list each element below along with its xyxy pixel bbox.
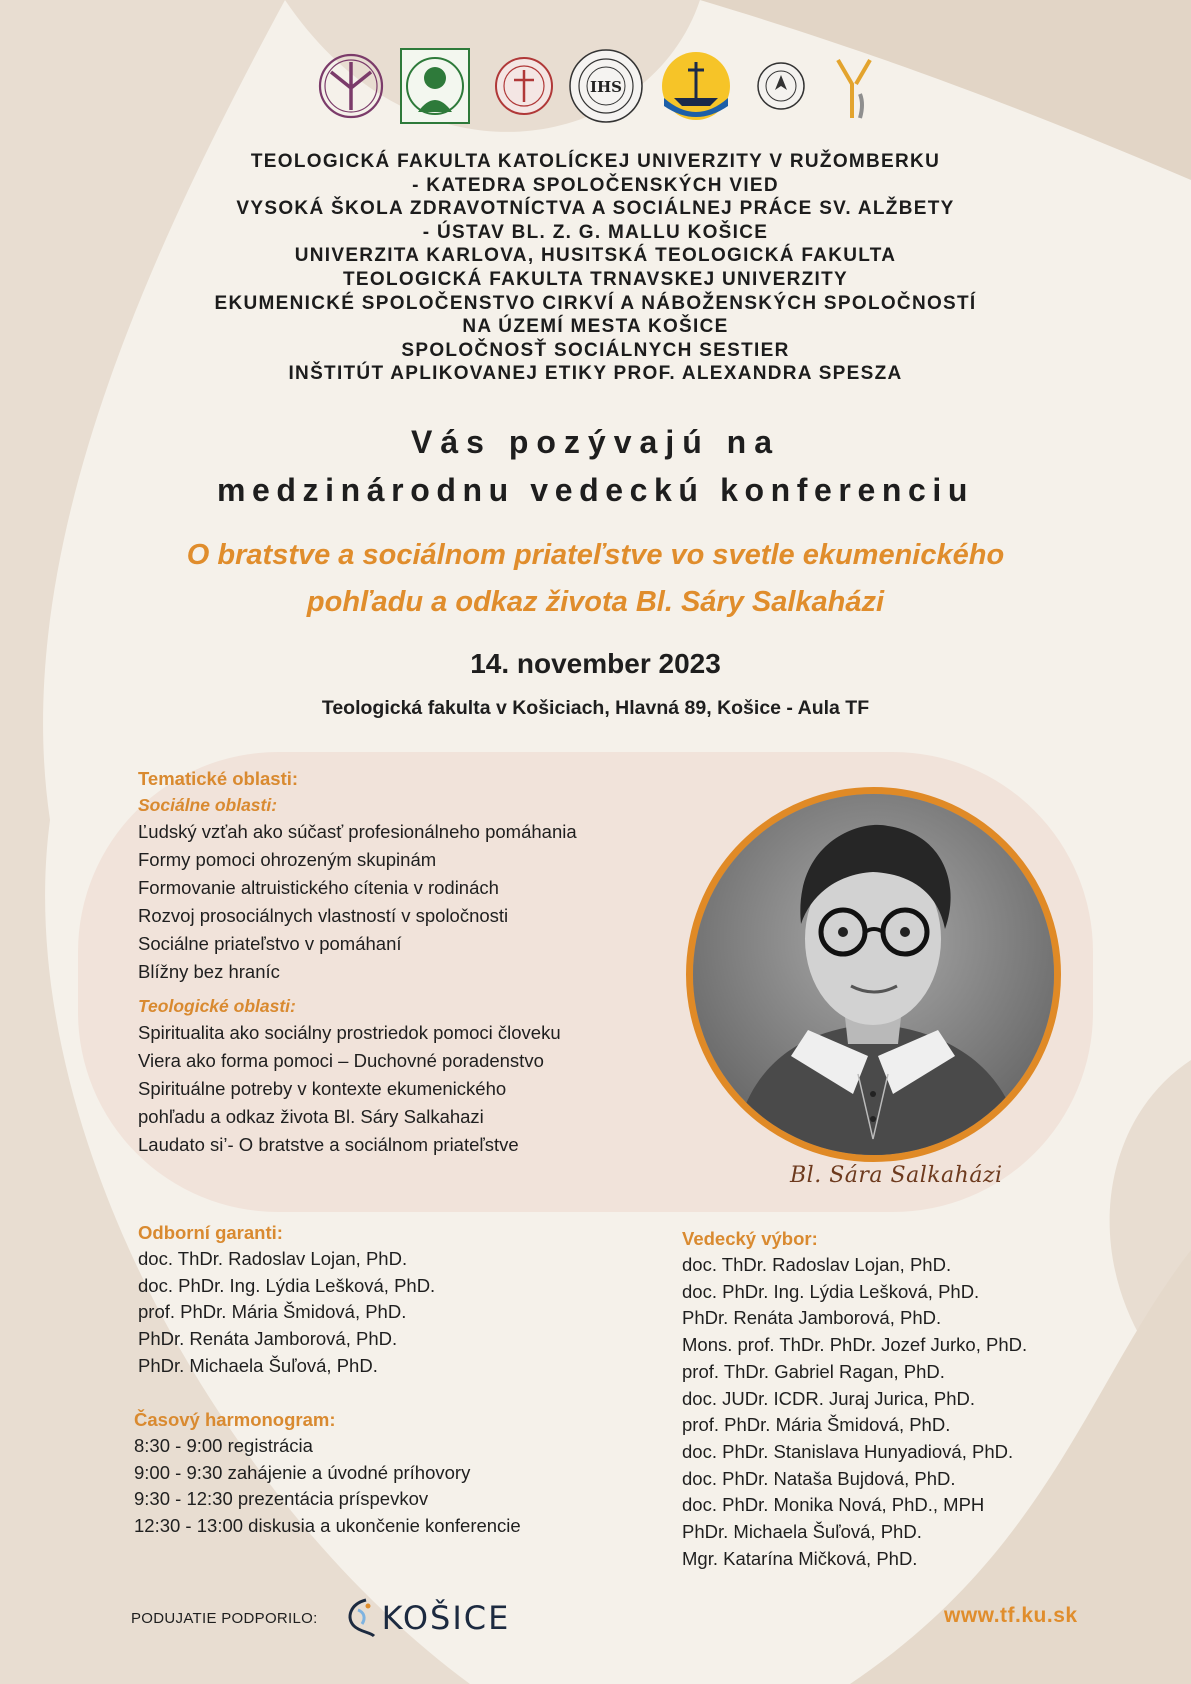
- schedule-item: 8:30 - 9:00 registrácia: [134, 1435, 313, 1456]
- guarantor-name: doc. ThDr. Radoslav Lojan, PhD.: [138, 1248, 408, 1269]
- committee-member: doc. PhDr. Monika Nová, PhD., MPH: [682, 1494, 985, 1516]
- organizers-list: [0, 150, 1191, 386]
- topic-item: Blížny bez hraníc: [138, 961, 280, 982]
- topic-item: Formy pomoci ohrozeným skupinám: [138, 849, 437, 870]
- veni-creator-spiritus-seal: [756, 48, 806, 124]
- topics-section: [138, 766, 678, 1159]
- topic-item: Ľudský vzťah ako súčasť profesionálneho pomáhania: [138, 821, 577, 842]
- committee-member: Mgr. Katarína Mičková, PhD.: [682, 1547, 918, 1569]
- conference-venue: Teologická fakulta v Košiciach, Hlavná 89, Košice - Aula TF: [321, 697, 870, 719]
- theology-topics-heading: Teologické oblasti:: [138, 996, 296, 1016]
- portrait-photo: [686, 787, 1061, 1162]
- organizer-line: VYSOKÁ ŠKOLA ZDRAVOTNÍCTVA A SOCIÁLNEJ PRÁCE SV. ALŽBETY: [236, 198, 955, 220]
- topic-item: Viera ako forma pomoci – Duchovné poradenstvo: [138, 1050, 544, 1071]
- organizer-line: NA ÚZEMÍ MESTA KOŠICE: [462, 316, 729, 338]
- schedule-item: 9:00 - 9:30 zahájenie a úvodné príhovory: [134, 1461, 471, 1483]
- ecumenical-society-logo: [656, 48, 736, 128]
- topic-item: Formovanie altruistického cítenia v rodinách: [138, 877, 499, 898]
- organizer-line: INŠTITÚT APLIKOVANEJ ETIKY PROF. ALEXANDRA SPESZA: [288, 363, 903, 385]
- support-label: PODUJATIE PODPORILO:: [131, 1609, 318, 1627]
- sponsor-name: KOŠICE: [381, 1599, 511, 1637]
- committee-member: doc. PhDr. Stanislava Hunyadiová, PhD.: [682, 1440, 1014, 1462]
- conference-title: [0, 532, 1191, 626]
- guarantor-name: prof. PhDr. Mária Šmidová, PhD.: [138, 1301, 407, 1323]
- committee-member: doc. JUDr. ICDR. Juraj Jurica, PhD.: [682, 1387, 975, 1409]
- schedule-item: 9:30 - 12:30 prezentácia príspevkov: [134, 1488, 429, 1510]
- guarantors-heading: Odborní garanti:: [138, 1222, 283, 1243]
- portrait-caption: Bl. Sára Salkaházi: [790, 1163, 1003, 1188]
- committee-member: doc. PhDr. Nataša Bujdová, PhD.: [682, 1467, 956, 1489]
- partner-logos: [0, 42, 1191, 132]
- guarantor-name: doc. PhDr. Ing. Lýdia Lešková, PhD.: [138, 1274, 436, 1296]
- organizer-line: - KATEDRA SPOLOČENSKÝCH VIED: [412, 174, 779, 196]
- guarantors-section: [138, 1220, 618, 1380]
- topic-item: Sociálne priateľstvo v pomáhaní: [138, 933, 402, 954]
- schedule-section: [134, 1407, 654, 1540]
- guarantor-name: PhDr. Renáta Jamborová, PhD.: [138, 1328, 398, 1350]
- organizer-line: - ÚSTAV BL. Z. G. MALLU KOŠICE: [422, 221, 769, 243]
- committee-member: PhDr. Michaela Šuľová, PhD.: [682, 1521, 922, 1543]
- sisters-society-logo: [834, 48, 878, 124]
- sponsor-footer: [131, 1596, 510, 1640]
- committee-member: doc. PhDr. Ing. Lýdia Lešková, PhD.: [682, 1280, 980, 1302]
- topic-item: Spiritualita ako sociálny prostriedok pomoci človeku: [138, 1022, 561, 1043]
- portrait-illustration: [693, 794, 1054, 1155]
- committee-member: PhDr. Renáta Jamborová, PhD.: [682, 1307, 942, 1329]
- invitation: [0, 418, 1191, 514]
- vs-alzbety-logo: [400, 48, 470, 124]
- social-topics-heading: Sociálne oblasti:: [138, 795, 278, 815]
- conference-title-line-2: pohľadu a odkaz života Bl. Sáry Salkaházi: [306, 586, 885, 618]
- topic-item: Rozvoj prosociálnych vlastností v spoločnosti: [138, 905, 509, 926]
- conference-title-line-1: O bratstve a sociálnom priateľstve vo svetle ekumenického: [186, 539, 1005, 571]
- kosice-logo[interactable]: [344, 1596, 511, 1640]
- topic-item: Spirituálne potreby v kontexte ekumenického: [138, 1078, 507, 1099]
- topic-item: Laudato si’- O bratstve a sociálnom priateľstve: [138, 1134, 519, 1155]
- committee-member: prof. PhDr. Mária Šmidová, PhD.: [682, 1414, 951, 1436]
- organizer-line: TEOLOGICKÁ FAKULTA KATOLÍCKEJ UNIVERZITY V RUŽOMBERKU: [250, 151, 941, 172]
- committee-heading: Vedecký výbor:: [682, 1228, 818, 1249]
- ku-ruzomberok-logo: [317, 48, 385, 124]
- trnava-university-seal: [568, 48, 644, 124]
- organizer-line: TEOLOGICKÁ FAKULTA TRNAVSKEJ UNIVERZITY: [343, 268, 848, 290]
- kosice-emblem-icon: [344, 1596, 378, 1640]
- svg-text:IHS: IHS: [589, 78, 623, 96]
- invitation-line-2: medzinárodnu vedeckú konferenciu: [216, 472, 975, 508]
- charles-university-seal: [494, 48, 554, 124]
- committee-member: doc. ThDr. Radoslav Lojan, PhD.: [682, 1254, 952, 1275]
- committee-section: [682, 1226, 1162, 1572]
- website-link[interactable]: www.tf.ku.sk: [944, 1604, 1078, 1627]
- invitation-line-1: Vás pozývajú na: [411, 424, 780, 460]
- conference-date: 14. november 2023: [470, 648, 721, 679]
- committee-member: Mons. prof. ThDr. PhDr. Jozef Jurko, PhD.: [682, 1334, 1028, 1356]
- organizer-line: EKUMENICKÉ SPOLOČENSTVO CIRKVÍ A NÁBOŽENSKÝCH SPOLOČNOSTÍ: [214, 292, 977, 314]
- topics-heading: Tematické oblasti:: [138, 768, 299, 789]
- organizer-line: SPOLOČNOSŤ SOCIÁLNYCH SESTIER: [401, 339, 790, 361]
- schedule-heading: Časový harmonogram:: [134, 1409, 336, 1430]
- organizer-line: UNIVERZITA KARLOVA, HUSITSKÁ TEOLOGICKÁ FAKULTA: [294, 245, 897, 267]
- guarantor-name: PhDr. Michaela Šuľová, PhD.: [138, 1354, 378, 1376]
- topic-item: pohľadu a odkaz života Bl. Sáry Salkahazi: [138, 1106, 484, 1127]
- committee-member: prof. ThDr. Gabriel Ragan, PhD.: [682, 1360, 945, 1382]
- schedule-item: 12:30 - 13:00 diskusia a ukončenie konferencie: [134, 1515, 521, 1537]
